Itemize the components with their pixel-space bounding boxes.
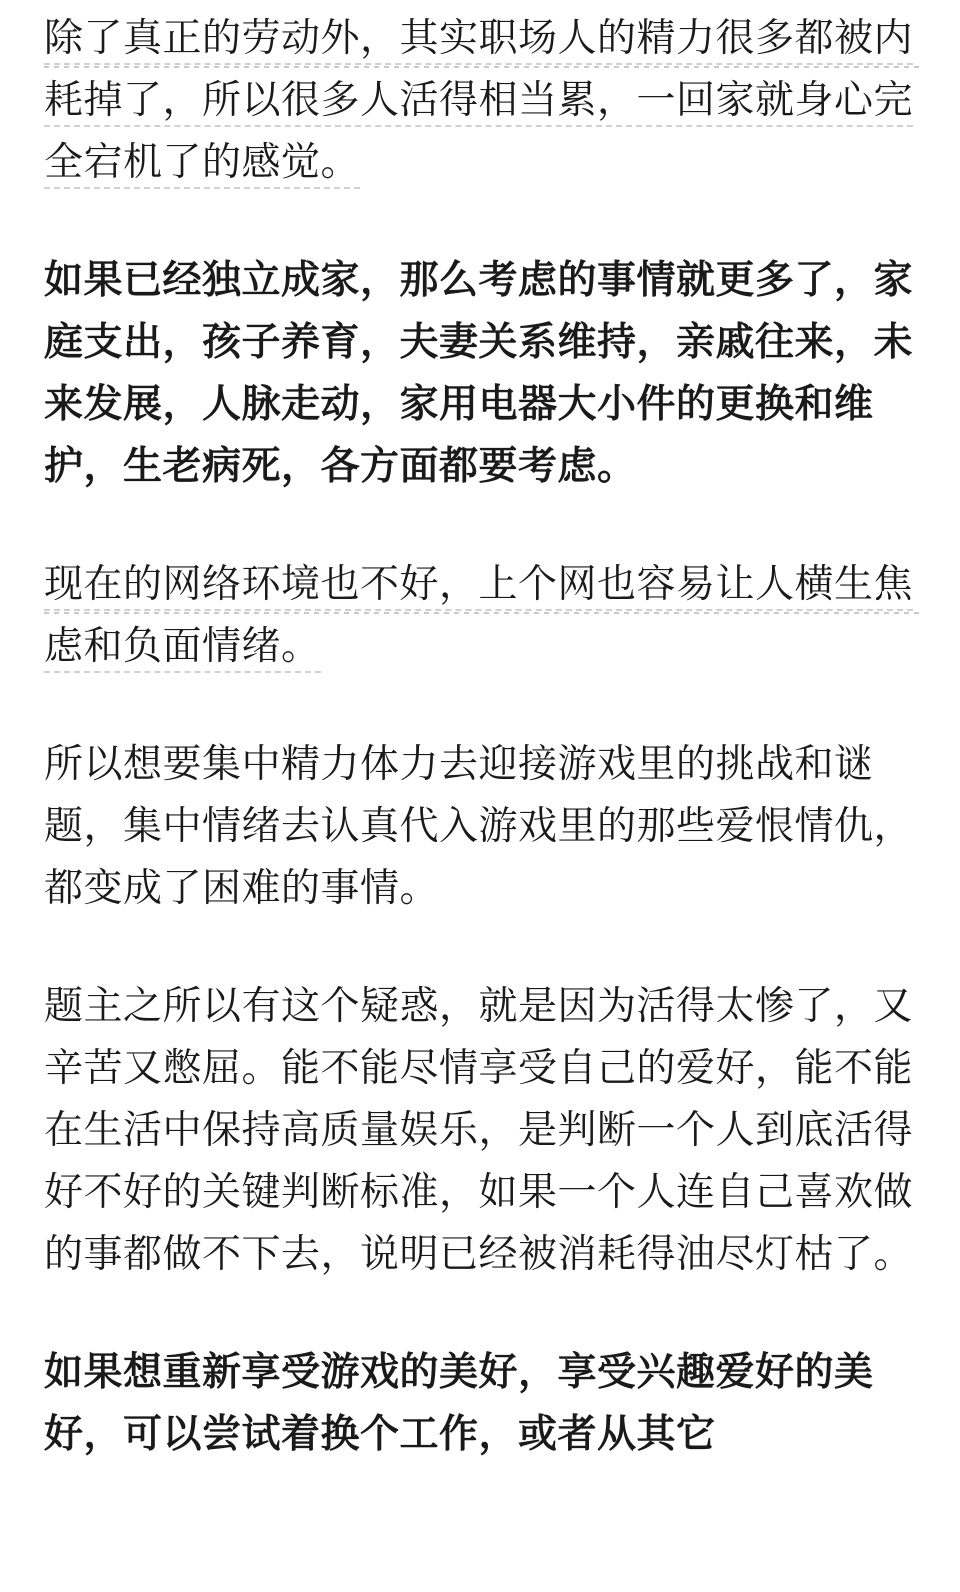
paragraph-5: 题主之所以有这个疑惑，就是因为活得太惨了，又辛苦又憋屈。能不能尽情享受自己的爱好，能不能在生活中保持高质量娱乐，是判断一个人到底活得好不好的关键判断标准，如果一个人连自己喜欢做的事都做不下去，说明已经被消耗得油尽灯枯了。 — [44, 984, 914, 1277]
paragraph-2: 如果已经独立成家，那么考虑的事情就更多了，家庭支出，孩子养育，夫妻关系维持，亲戚往来，未来发展，人脉走动，家用电器大小件的更换和维护，生老病死，各方面都要考虑。 — [44, 258, 914, 489]
paragraph-3 — [44, 554, 924, 678]
paragraph-1-text: 除了真正的劳动外，其实职场人的精力很多都被内耗掉了，所以很多人活得相当累，一回家就身心完全宕机了的感觉。 — [44, 16, 913, 189]
paragraph-1 — [44, 8, 924, 194]
article-body — [44, 8, 924, 1466]
paragraph-6: 如果想重新享受游戏的美好，享受兴趣爱好的美好，可以尝试着换个工作，或者从其它 — [44, 1350, 874, 1457]
paragraph-4: 所以想要集中精力体力去迎接游戏里的挑战和谜题，集中情绪去认真代入游戏里的那些爱恨情仇，都变成了困难的事情。 — [44, 742, 914, 911]
paragraph-3-text: 现在的网络环境也不好，上个网也容易让人横生焦虑和负面情绪。 — [44, 562, 913, 673]
